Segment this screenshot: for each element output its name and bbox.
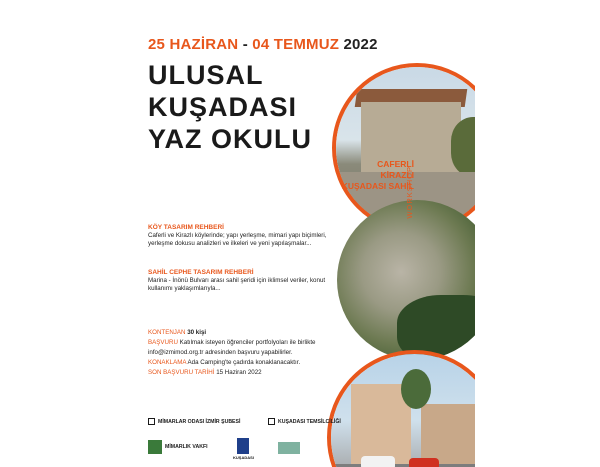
konaklama-label: KONAKLAMA [148, 359, 187, 366]
title-line-2: KUŞADASI [148, 92, 298, 122]
info-son-basvuru [148, 368, 368, 378]
workshop-label: WORKSHOP [405, 166, 414, 219]
logo1-label: MİMARLAR ODASI İZMİR ŞUBESİ [158, 418, 241, 425]
section-title-coast: SAHİL CEPHE TASARIM REHBERİ [148, 269, 254, 276]
date-year: 2022 [339, 36, 378, 53]
mimarlik-vakfi-logo [148, 440, 208, 454]
kontenjan-label: KONTENJAN [148, 329, 186, 336]
info-basvuru [148, 338, 368, 348]
kusadasi-temsilcilik-logo [268, 418, 341, 425]
basvuru-value: Katılmak isteyen öğrenciler portfolyoları ile birlikte [177, 339, 316, 346]
place-caferli: CAFERLİ [377, 159, 414, 169]
title-line-1: ULUSAL [148, 60, 264, 90]
logo2-label: MİMARLIK VAKFI [165, 444, 208, 450]
kontenjan-value: 30 kişi [185, 329, 207, 336]
basvuru-label: BAŞVURU [148, 339, 178, 346]
info-basvuru-email: info@izmimod.org.tr adresinden başvuru yapabilirler. [148, 349, 293, 356]
son-basvuru-value: 15 Haziran 2022 [214, 369, 262, 376]
section-body-coast: Marina - İnönü Bulvarı arası sahil şeridi için iklimsel veriler, konut kullanımı yaklaşımlarıyla... [148, 277, 326, 293]
place-kirazli: KİRAZLI [380, 170, 414, 180]
place-kusadasi-sahil: KUŞADASI SAHİL [341, 181, 414, 191]
chamber-icon [148, 418, 155, 425]
info-kontenjan [148, 328, 368, 338]
son-basvuru-label: SON BAŞVURU TARİHİ [148, 369, 215, 376]
partner-logo [278, 442, 300, 454]
footer-logos [148, 418, 358, 463]
mimarlar-odasi-logo [148, 418, 240, 425]
logo4-label: KUŞADASI TEMSİLCİLİĞİ [278, 418, 341, 425]
partner-icon [278, 442, 300, 454]
municipality-icon [237, 438, 249, 454]
info-konaklama [148, 358, 368, 368]
section-title-village: KÖY TASARIM REHBERİ [148, 224, 224, 231]
konaklama-value: Ada Camping'te çadırda konaklanacaktır. [186, 359, 301, 366]
event-date [148, 36, 378, 53]
date-end: 04 TEMMUZ [252, 36, 340, 53]
title-line-3: YAZ OKULU [148, 124, 313, 154]
date-separator: - [238, 36, 253, 53]
chamber-icon-2 [268, 418, 275, 425]
section-body-village: Caferli ve Kirazlı köylerinde; yapı yerleşme, mimari yapı biçimleri, yerleşme dokusu analizleri ve ilkeleri ve yeni yapılaşmalar... [148, 232, 327, 248]
poster [127, 30, 475, 467]
vakif-icon [148, 440, 162, 454]
date-start: 25 HAZİRAN [148, 36, 239, 53]
logo3-label: KUŞADASI [233, 455, 254, 460]
location-list [342, 159, 414, 192]
kusadasi-belediye-logo [233, 438, 254, 460]
